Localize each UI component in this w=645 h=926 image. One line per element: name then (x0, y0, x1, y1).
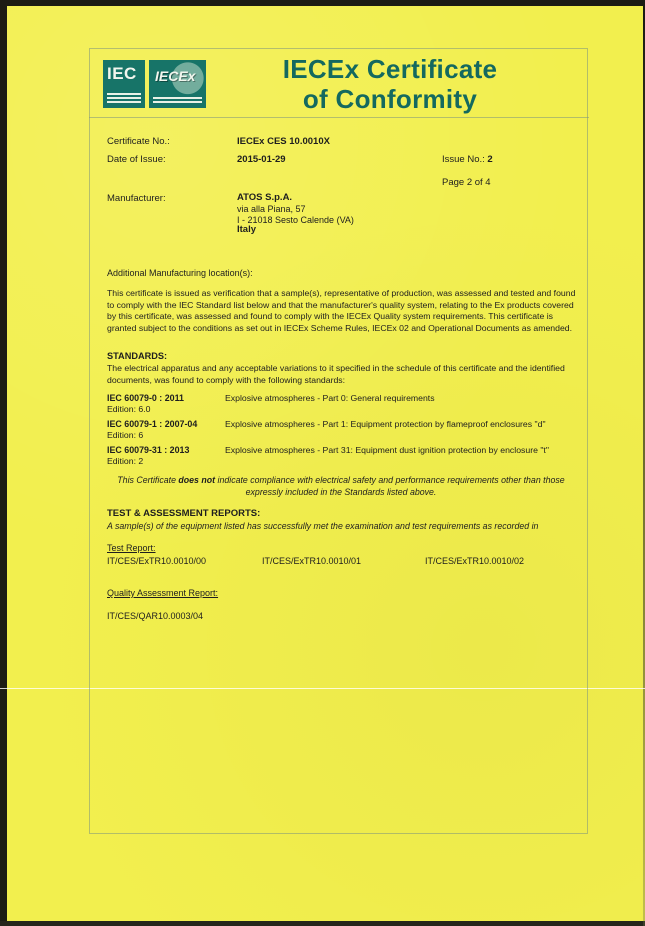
certificate-no-label: Certificate No.: (107, 136, 170, 147)
quality-assessment-report-label: Quality Assessment Report: (107, 588, 219, 598)
standards-list (107, 393, 587, 471)
standards-row (107, 393, 587, 415)
disclaimer-suffix: indicate compliance with electrical safety and performance requirements other than those expressly included in the Standards listed above. (215, 475, 565, 497)
standard-edition: Edition: 6.0 (107, 404, 151, 414)
standard-title: Explosive atmospheres - Part 0: General requirements (225, 393, 435, 403)
issue-no (442, 154, 493, 165)
standards-row (107, 445, 587, 467)
verification-paragraph: This certificate is issued as verification that a sample(s), representative of production, was assessed and tested and found to comply with the IEC Standard list below and that the manufacturer's quality system, relating to the Ex products covered by this certificate, was assessed and found to comply with the IECEx Quality system requirements. This certificate is granted subject to the conditions as set out in IECEx Scheme Rules, IECEx 02 and Operational Documents as amended. (107, 288, 576, 333)
test-report-1: IT/CES/ExTR10.0010/01 (262, 556, 362, 566)
iecex-logo-lines (153, 95, 202, 103)
reports-subheading: A sample(s) of the equipment listed has successfully met the examination and test requirements as recorded in (107, 521, 539, 531)
standard-code: IEC 60079-1 : 2007-04 (107, 419, 198, 429)
scan-edge-top (0, 0, 645, 6)
issue-no-value: 2 (487, 154, 493, 165)
certificate-title (220, 54, 560, 114)
date-of-issue-value: 2015-01-29 (237, 154, 286, 165)
iec-logo-text: IEC (107, 64, 137, 83)
disclaimer-prefix: This Certificate (117, 475, 179, 485)
date-of-issue-label: Date of Issue: (107, 154, 166, 165)
iec-logo-lines (107, 91, 141, 103)
test-report-label: Test Report: (107, 543, 156, 553)
test-report-0: IT/CES/ExTR10.0010/00 (107, 556, 207, 566)
manufacturer-label: Manufacturer: (107, 193, 166, 204)
certificate-no-value: IECEx CES 10.0010X (237, 136, 330, 147)
additional-locations-label: Additional Manufacturing location(s): (107, 268, 253, 278)
standards-heading: STANDARDS: (107, 351, 168, 361)
scan-edge-left (0, 0, 7, 926)
header-divider-rule (89, 117, 589, 118)
test-report-2: IT/CES/ExTR10.0010/02 (425, 556, 525, 566)
reports-heading: TEST & ASSESSMENT REPORTS: (107, 508, 261, 519)
manufacturer-address-block (237, 193, 354, 236)
iecex-logo (149, 60, 206, 108)
iecex-logo-text: IECEx (155, 68, 196, 84)
standards-description: The electrical apparatus and any acceptable variations to it specified in the schedule of this certificate and the identified documents, was found to comply with the following standards: (107, 363, 565, 385)
disclaimer-bold: does not (178, 475, 216, 485)
iec-logo (103, 60, 145, 108)
standards-row (107, 419, 587, 441)
standard-edition: Edition: 6 (107, 430, 144, 440)
manufacturer-name: ATOS S.p.A. (237, 192, 293, 203)
issue-no-label: Issue No.: (442, 154, 485, 165)
standard-code: IEC 60079-31 : 2013 (107, 445, 190, 455)
scan-edge-bottom (0, 921, 645, 926)
manufacturer-address1: via alla Piana, 57 (237, 203, 306, 214)
standard-title: Explosive atmospheres - Part 1: Equipment protection by flameproof enclosures "d" (225, 419, 546, 429)
quality-assessment-report-value: IT/CES/QAR10.0003/04 (107, 611, 204, 621)
standard-edition: Edition: 2 (107, 456, 144, 466)
certificate-title-line2: of Conformity (302, 84, 478, 114)
compliance-disclaimer (100, 474, 582, 498)
manufacturer-address2: I - 21018 Sesto Calende (VA) (237, 214, 354, 225)
certificate-title-line1: IECEx Certificate (282, 54, 498, 84)
standard-code: IEC 60079-0 : 2011 (107, 393, 184, 403)
manufacturer-country: Italy (237, 224, 257, 236)
standard-title: Explosive atmospheres - Part 31: Equipment dust ignition protection by enclosure "t" (225, 445, 549, 455)
page-indicator: Page 2 of 4 (442, 177, 491, 188)
